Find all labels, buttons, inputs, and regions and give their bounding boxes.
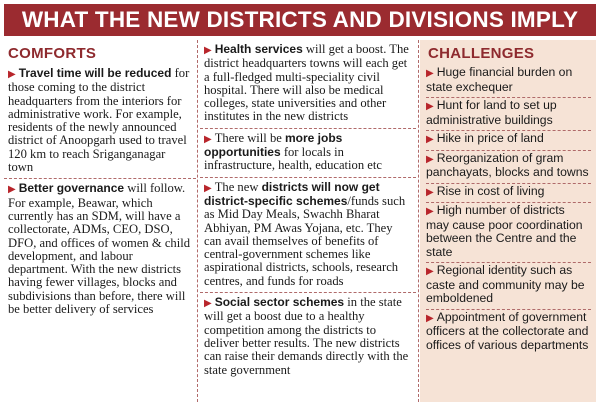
benefit-bold: Health services	[214, 42, 303, 56]
challenge-text: Reorganization of gram panchayats, blocks and towns	[426, 150, 589, 179]
triangle-right-icon: ▶	[204, 45, 212, 56]
triangle-right-icon: ▶	[426, 186, 434, 198]
benefits-column	[200, 40, 416, 402]
triangle-right-icon: ▶	[8, 69, 16, 80]
challenge-text: Hunt for land to set up administrative buildings	[426, 98, 557, 127]
triangle-right-icon: ▶	[426, 266, 434, 277]
challenge-item	[426, 309, 591, 356]
challenge-item	[426, 130, 591, 150]
comfort-bold: Travel time will be reduced	[18, 66, 172, 80]
comforts-column	[4, 40, 196, 402]
benefit-bold: districts will now get district-specific schemes	[204, 179, 380, 208]
benefit-item	[200, 292, 416, 381]
challenges-column	[420, 40, 596, 402]
triangle-right-icon: ▶	[426, 153, 434, 165]
triangle-right-icon: ▶	[426, 68, 434, 79]
triangle-right-icon: ▶	[426, 312, 434, 324]
benefit-text: for locals in infrastructure, health, education etc	[204, 145, 382, 173]
comfort-text: for those coming to the district headquarters from the interiors for administrative work. For example, residents of the newly announced district of Anoopgarh used to travel 120 km to reach Sriganganagar town	[8, 66, 190, 175]
benefit-bold: Social sector schemes	[214, 295, 345, 310]
challenge-text: Appointment of government officers at the collectorate and offices of various departments	[426, 309, 589, 352]
challenge-item	[426, 150, 591, 183]
challenge-item	[426, 262, 591, 309]
benefit-item	[200, 128, 416, 177]
challenge-item	[426, 202, 591, 262]
triangle-right-icon: ▶	[204, 298, 212, 310]
challenge-item	[426, 183, 591, 203]
triangle-right-icon: ▶	[426, 206, 434, 217]
challenge-item	[426, 65, 591, 97]
benefit-pre: The new	[214, 179, 262, 194]
challenge-text: Hike in price of land	[436, 131, 544, 145]
challenge-text: Huge financial burden on state exchequer	[426, 65, 573, 94]
challenges-heading: CHALLENGES	[428, 45, 535, 62]
benefit-text: will get a boost. The district headquarters towns will each get a full-fledged multi-speciality civil hospital. There will also be medical colleges, state universities and other institutes in the new districts	[204, 42, 409, 124]
comfort-text: will follow. For example, Beawar, which currently has an SDM, will have a collectorate, ADMs, CEO, DSO, DFO, and offices of women & child development, and labour department. With the new districts having fewer villages, blocks and subdivisions than before, there will be better delivery of services	[8, 181, 190, 317]
triangle-right-icon: ▶	[204, 182, 212, 194]
challenge-text: High number of districts may cause poor coordination between the Centre and the state	[426, 203, 583, 259]
challenge-text: Regional identity such as caste and community may be emboldened	[426, 263, 585, 305]
triangle-right-icon: ▶	[8, 184, 16, 196]
benefit-bold: more jobs opportunities	[204, 130, 343, 160]
comfort-item	[4, 178, 196, 320]
page-title: WHAT THE NEW DISTRICTS AND DIVISIONS IMPLY	[4, 4, 596, 36]
triangle-right-icon: ▶	[426, 134, 434, 145]
benefit-text: /funds such as Mid Day Meals, Swachh Bharat Abhiyan, PM Awas Yojana, etc. They can avail themselves of benefits of central-government schemes like aspirational districts, schools, research centres, and funds for roads	[204, 193, 406, 288]
challenges-list	[420, 65, 596, 355]
column-divider	[197, 40, 199, 402]
benefit-pre: There will be	[214, 130, 285, 145]
challenge-item	[426, 97, 591, 130]
triangle-right-icon: ▶	[204, 133, 212, 145]
comfort-bold: Better governance	[18, 181, 125, 196]
benefit-item	[200, 40, 416, 128]
benefit-item	[200, 177, 416, 292]
triangle-right-icon: ▶	[426, 101, 434, 112]
challenge-text: Rise in cost of living	[436, 183, 545, 198]
benefit-text: in the state will get a boost due to a healthy competition among the districts to deliver better results. The new districts can raise their demands directly with the state government	[204, 295, 409, 377]
comfort-item	[4, 64, 196, 178]
comforts-heading: COMFORTS	[8, 45, 97, 62]
